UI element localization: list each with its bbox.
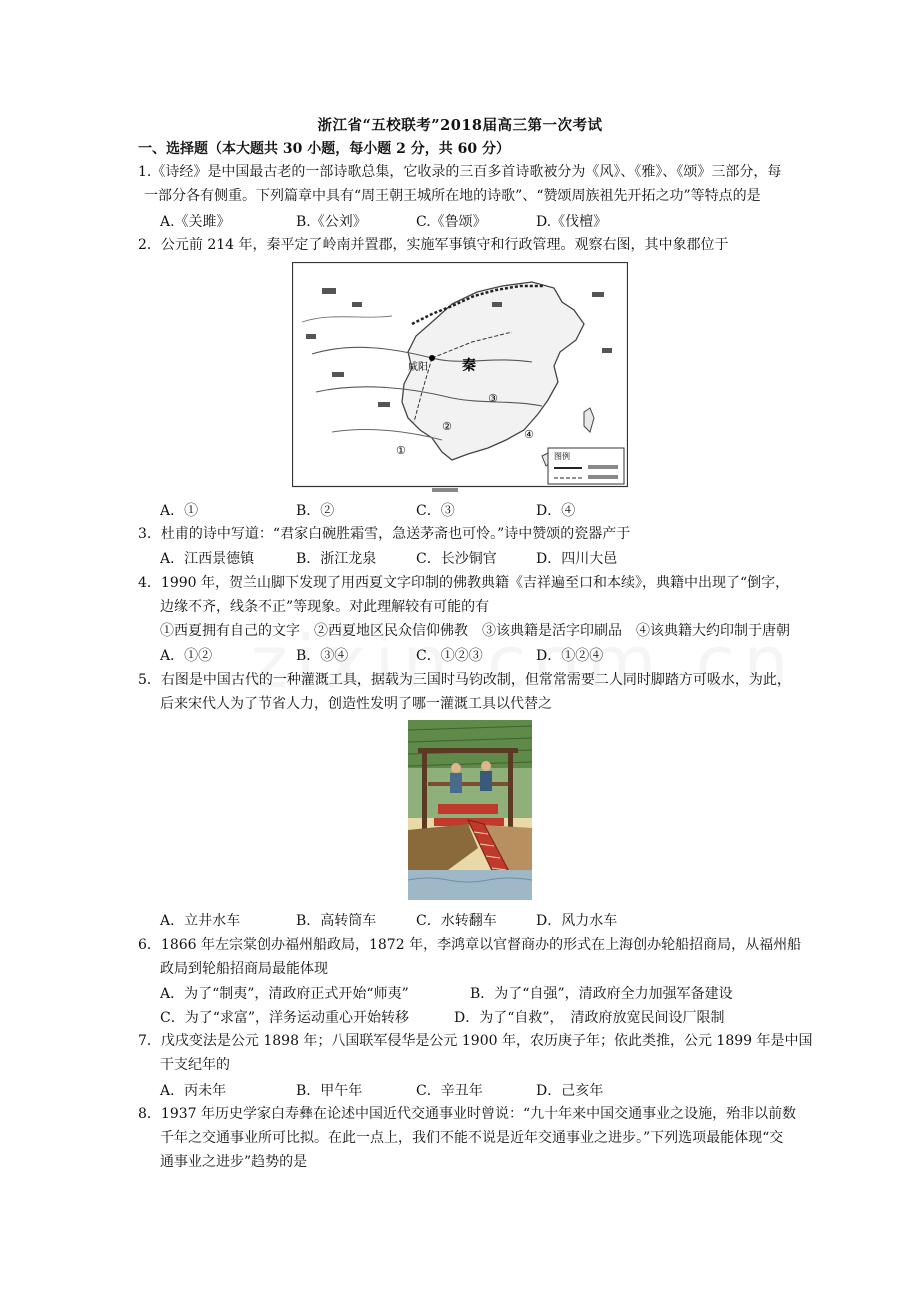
q6-option-d[interactable]: D．为了“自救”， 清政府放宽民间设厂限制 bbox=[454, 1010, 725, 1026]
q4-option-a[interactable]: A．①② bbox=[160, 648, 213, 664]
map-territory-label: 秦 bbox=[462, 358, 476, 374]
q1-line-1: 1.《诗经》是中国最古老的一部诗歌总集，它收录的三百多首诗歌被分为《风》、《雅》、《颂》三部分，每 bbox=[138, 164, 782, 180]
irrigation-tool-illustration bbox=[408, 720, 532, 900]
q2-option-d[interactable]: D．④ bbox=[536, 503, 576, 519]
q4-line-1: 4．1990 年，贺兰山脚下发现了用西夏文字印制的佛教典籍《吉祥遍至口和本续》，典籍中出现了“倒字， bbox=[138, 575, 790, 591]
q8-line-3: 通事业之进步”趋势的是 bbox=[160, 1154, 308, 1170]
q3-option-b[interactable]: B．浙江龙泉 bbox=[296, 551, 377, 567]
q3-option-c[interactable]: C．长沙铜官 bbox=[416, 551, 497, 567]
q7-line-1: 7．戊戌变法是公元 1898 年；八国联军侵华是公元 1900 年，农历庚子年；依此类推，公元 1899 年是中国 bbox=[138, 1033, 813, 1049]
map-legend-title: 图例 bbox=[554, 452, 570, 461]
q1-option-d[interactable]: D.《伐檀》 bbox=[536, 214, 608, 230]
q3-line-1: 3．杜甫的诗中写道：“君家白碗胜霜雪，急送茅斋也可怜。”诗中赞颂的瓷器产于 bbox=[138, 526, 631, 542]
q2-option-b[interactable]: B．② bbox=[296, 503, 335, 519]
q7-option-d[interactable]: D．己亥年 bbox=[536, 1083, 604, 1099]
q6-options-row-1 bbox=[160, 983, 780, 1003]
q2-option-a[interactable]: A．① bbox=[160, 503, 199, 519]
q7-option-b[interactable]: B．甲午年 bbox=[296, 1083, 363, 1099]
q1-line-2: 一部分各有侧重。下列篇章中具有“周王朝王城所在地的诗歌”、“赞颂周族祖先开拓之功”等特点的是 bbox=[144, 188, 761, 204]
map-marker-1: ① bbox=[396, 444, 406, 457]
q6-line-1: 6．1866 年左宗棠创办福州船政局，1872 年，李鸿章以官督商办的形式在上海创办轮船招商局，从福州船 bbox=[138, 937, 802, 953]
q8-line-2: 千年之交通事业所可比拟。在此一点上，我们不能不说是近年交通事业之进步。”下列选项最能体现“交 bbox=[160, 1130, 784, 1146]
q4-line-3: ①西夏拥有自己的文字 ②西夏地区民众信仰佛教 ③该典籍是活字印刷品 ④该典籍大约印制于唐朝 bbox=[160, 623, 790, 639]
q7-line-2: 干支纪年的 bbox=[160, 1057, 230, 1073]
q2-line-1: 2．公元前 214 年，秦平定了岭南并置郡，实施军事镇守和行政管理。观察右图，其中象郡位于 bbox=[138, 237, 729, 253]
q4-line-2: 边缘不齐，线条不正”等现象。对此理解较有可能的有 bbox=[160, 599, 490, 615]
q8-line-1: 8．1937 年历史学家白寿彝在论述中国近代交通事业时曾说：“九十年来中国交通事业之设施，殆非以前数 bbox=[138, 1106, 797, 1122]
q6-option-c[interactable]: C．为了“求富”，洋务运动重心开始转移 bbox=[160, 1010, 410, 1026]
q3-option-a[interactable]: A．江西景德镇 bbox=[160, 551, 255, 567]
map-marker-3: ③ bbox=[488, 392, 498, 405]
q6-options-row-2 bbox=[160, 1007, 780, 1027]
q5-line-2: 后来宋代人为了节省人力，创造性发明了哪一灌溉工具以代替之 bbox=[160, 696, 552, 712]
q1-option-b[interactable]: B.《公刘》 bbox=[296, 214, 367, 230]
q3-option-d[interactable]: D．四川大邑 bbox=[536, 551, 618, 567]
q5-option-a[interactable]: A．立井水车 bbox=[160, 913, 241, 929]
q4-option-d[interactable]: D．①②④ bbox=[536, 648, 604, 664]
q6-option-a[interactable]: A．为了“制夷”，清政府正式开始“师夷” bbox=[160, 986, 409, 1002]
q5-option-c[interactable]: C．水转翻车 bbox=[416, 913, 497, 929]
q6-option-b[interactable]: B．为了“自强”，清政府全力加强军备建设 bbox=[470, 986, 733, 1002]
q5-option-b[interactable]: B．高转筒车 bbox=[296, 913, 377, 929]
q2-option-c[interactable]: C．③ bbox=[416, 503, 455, 519]
exam-title: 浙江省“五校联考”2018届高三第一次考试 bbox=[317, 117, 603, 134]
q4-option-b[interactable]: B．③④ bbox=[296, 648, 349, 664]
q7-option-c[interactable]: C．辛丑年 bbox=[416, 1083, 483, 1099]
map-city-label: 咸阳 bbox=[408, 362, 428, 373]
map-marker-4: ④ bbox=[524, 428, 534, 441]
qin-map bbox=[292, 262, 628, 494]
q6-line-2: 政局到轮船招商局最能体现 bbox=[160, 961, 328, 977]
q1-option-a[interactable]: A.《关雎》 bbox=[160, 214, 231, 230]
q5-option-d[interactable]: D．风力水车 bbox=[536, 913, 618, 929]
q1-option-c[interactable]: C.《鲁颂》 bbox=[416, 214, 487, 230]
q7-option-a[interactable]: A．丙未年 bbox=[160, 1083, 227, 1099]
q5-line-1: 5．右图是中国古代的一种灌溉工具，据载为三国时马钧改制，但常常需要二人同时脚踏方可吸水，为此， bbox=[138, 672, 791, 688]
section-heading: 一、选择题（本大题共 30 小题，每小题 2 分，共 60 分） bbox=[138, 141, 510, 157]
q4-option-c[interactable]: C．①②③ bbox=[416, 648, 483, 664]
map-marker-2: ② bbox=[442, 420, 452, 433]
